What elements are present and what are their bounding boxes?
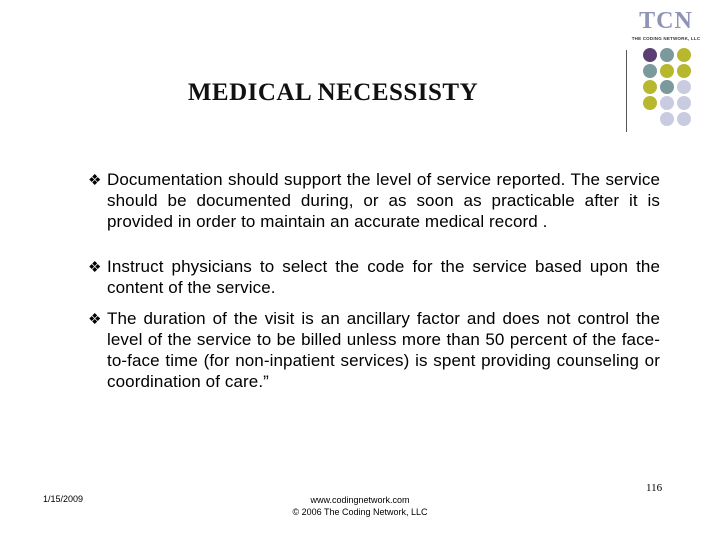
dot	[677, 48, 691, 62]
diamond-bullet-icon: ❖	[88, 259, 102, 276]
dot	[677, 64, 691, 78]
footer-website: www.codingnetwork.com	[310, 495, 410, 505]
dot	[643, 64, 657, 78]
bullet-item	[88, 169, 660, 232]
dot	[643, 48, 657, 62]
dot	[660, 64, 674, 78]
company-logo	[630, 8, 702, 48]
bullet-text: Documentation should support the level of service reported. The service should be documented during, or as soon as practicable after it is provided in order to maintain an accurate medical record .	[107, 170, 660, 231]
slide-title: MEDICAL NECESSISTY	[187, 79, 479, 106]
diamond-bullet-icon: ❖	[88, 172, 102, 189]
footer-date: 1/15/2009	[43, 494, 84, 504]
dot	[677, 96, 691, 110]
logo-subtitle: THE CODING NETWORK, LLC	[631, 36, 701, 41]
dot	[660, 48, 674, 62]
bullet-item	[88, 256, 660, 298]
footer-copyright: © 2006 The Coding Network, LLC	[292, 507, 428, 517]
dot	[677, 80, 691, 94]
diamond-bullet-icon: ❖	[88, 311, 102, 328]
footer-center	[230, 494, 490, 518]
bullet-text: Instruct physicians to select the code for the service based upon the content of the service.	[107, 257, 660, 297]
bullet-text: The duration of the visit is an ancillary factor and does not control the level of the service to be billed unless more than 50 percent of the face-to-face time (for non-inpatient services) is spent providing counseling or coordination of care.”	[107, 309, 660, 391]
dot	[677, 112, 691, 126]
dot	[660, 112, 674, 126]
logo-text: TCN	[639, 8, 693, 34]
bullet-item	[88, 308, 660, 392]
page-number: 116	[646, 482, 663, 494]
